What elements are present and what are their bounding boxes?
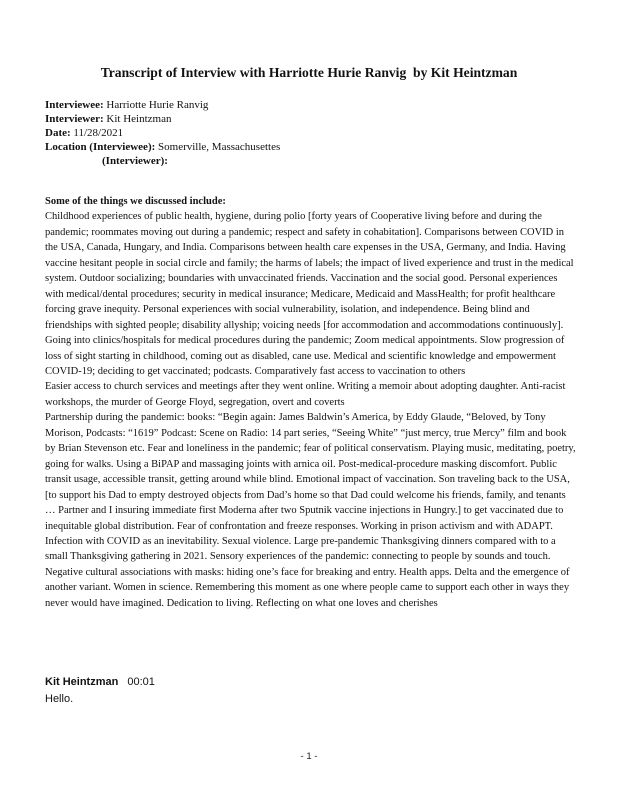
meta-value-interviewer: Kit Heintzman <box>106 112 172 125</box>
transcript-section <box>45 674 585 707</box>
meta-row-interviewee <box>45 99 585 113</box>
meta-label-location-interviewer: (Interviewer): <box>102 154 168 167</box>
interview-meta-block <box>45 99 585 169</box>
meta-row-interviewer <box>45 113 585 127</box>
discussion-paragraph: Childhood experiences of public health, hygiene, during polio [forty years of Cooperative living before and during the pandemic; roommates moving out during a pandemic; respect and safety in cohabitation]. Comparisons between COVID in the USA, Canada, Hungary, and India. Comparisons between health care expenses in the USA, Germany, and India. Having vaccine hesitant people in social circle and family; the harms of labels; the impact of lived experience and trust in the medical system. Outdoor socializing; boundaries with unvaccinated friends. Vaccination and the social good. Personal experiences with medical/dental procedures; security in medical insurance; Medicare, Medicaid and MassHealth; for profit healthcare forcing grave inequity. Personal experiences with social vulnerability, isolation, and independence. Being blind and friendships with sighted people; disability allyship; voicing needs [for accommodation and accommodations continuously]. Going into clinics/hospitals for medical procedures during the pandemic; Zoom medical appointments. Slow progression of loss of sight starting in childhood, coming out as disabled, cane use. Medical and scientific knowledge and empowerment COVID-19; deciding to get vaccinated; podcasts. Comparatively fast access to vaccination to others <box>45 211 577 377</box>
discussion-paragraph: Easier access to church services and meetings after they went online. Writing a memoir about adopting daughter. Anti-racist workshops, the murder of George Floyd, segregation, overt and coverts <box>45 381 569 408</box>
discussion-summary-section <box>45 194 578 611</box>
meta-label-location-interviewee: Location (Interviewee): <box>45 140 156 153</box>
meta-row-date <box>45 127 585 141</box>
meta-label-interviewer: Interviewer: <box>45 112 104 125</box>
speaker-name: Kit Heintzman <box>45 676 119 688</box>
meta-value-date: 11/28/2021 <box>73 126 124 139</box>
utterance-text: Hello. <box>45 692 74 705</box>
meta-value-location-interviewee: Somerville, Massachusettes <box>158 140 281 153</box>
page-number: - 1 - <box>300 751 318 762</box>
meta-label-date: Date: <box>45 126 71 139</box>
speaker-timestamp: 00:01 <box>127 676 155 688</box>
meta-label-interviewee: Interviewee: <box>45 99 104 111</box>
meta-row-location-interviewee <box>45 141 585 155</box>
discussion-heading: Some of the things we discussed include: <box>45 196 226 207</box>
meta-row-location-interviewer <box>45 155 585 169</box>
document-title: Transcript of Interview with Harriotte Hurie Ranvig by Kit Heintzman <box>100 65 518 80</box>
discussion-paragraph: Partnership during the pandemic: books: “Begin again: James Baldwin’s America, by Eddy Glaude, “Beloved, by Tony Morison, Podcasts: “1619” Podcast: Scene on Radio: 14 part series, “Seeing White” “just mercy, true Mercy” film and book by Brian Stevenson etc. Fear and loneliness in the pandemic; fear of political conservatism. Playing music, meditating, poetry, going for walks. Using a BiPAP and massaging joints with arnica oil. Post-medical-procedure masking discomfort. Public transit usage, accessible transit, getting around while blind. Emotional impact of vaccination. Son traveling back to the USA, [to support his Dad to empty destroyed objects from Dad’s home so that Dad could welcome his friends, family, and tenants … Partner and I insuring immediate first Moderna after two Sputnik vaccine injections in Hungry.] to get vaccinated due to inequitable global distribution. Fear of confrontation and freeze responses. Working in prison activism and with ADAPT. Infection with COVID as an inevitability. Sexual violence. Large pre-pandemic Thanksgiving dinners compared with to a small Thanksgiving gathering in 2021. Sensory experiences of the pandemic: connecting to people by sounds and touch. Negative cultural associations with masks: hiding one’s face for breaking and entry. Health apps. Delta and the emergence of another variant. Women in science. Remembering this moment as one where people came to support each other in ways they never would have imagined. Dedication to living. Reflecting on what one loves and cherishes <box>45 412 579 609</box>
meta-value-interviewee: Harriotte Hurie Ranvig <box>106 99 209 111</box>
speaker-line <box>45 674 585 691</box>
